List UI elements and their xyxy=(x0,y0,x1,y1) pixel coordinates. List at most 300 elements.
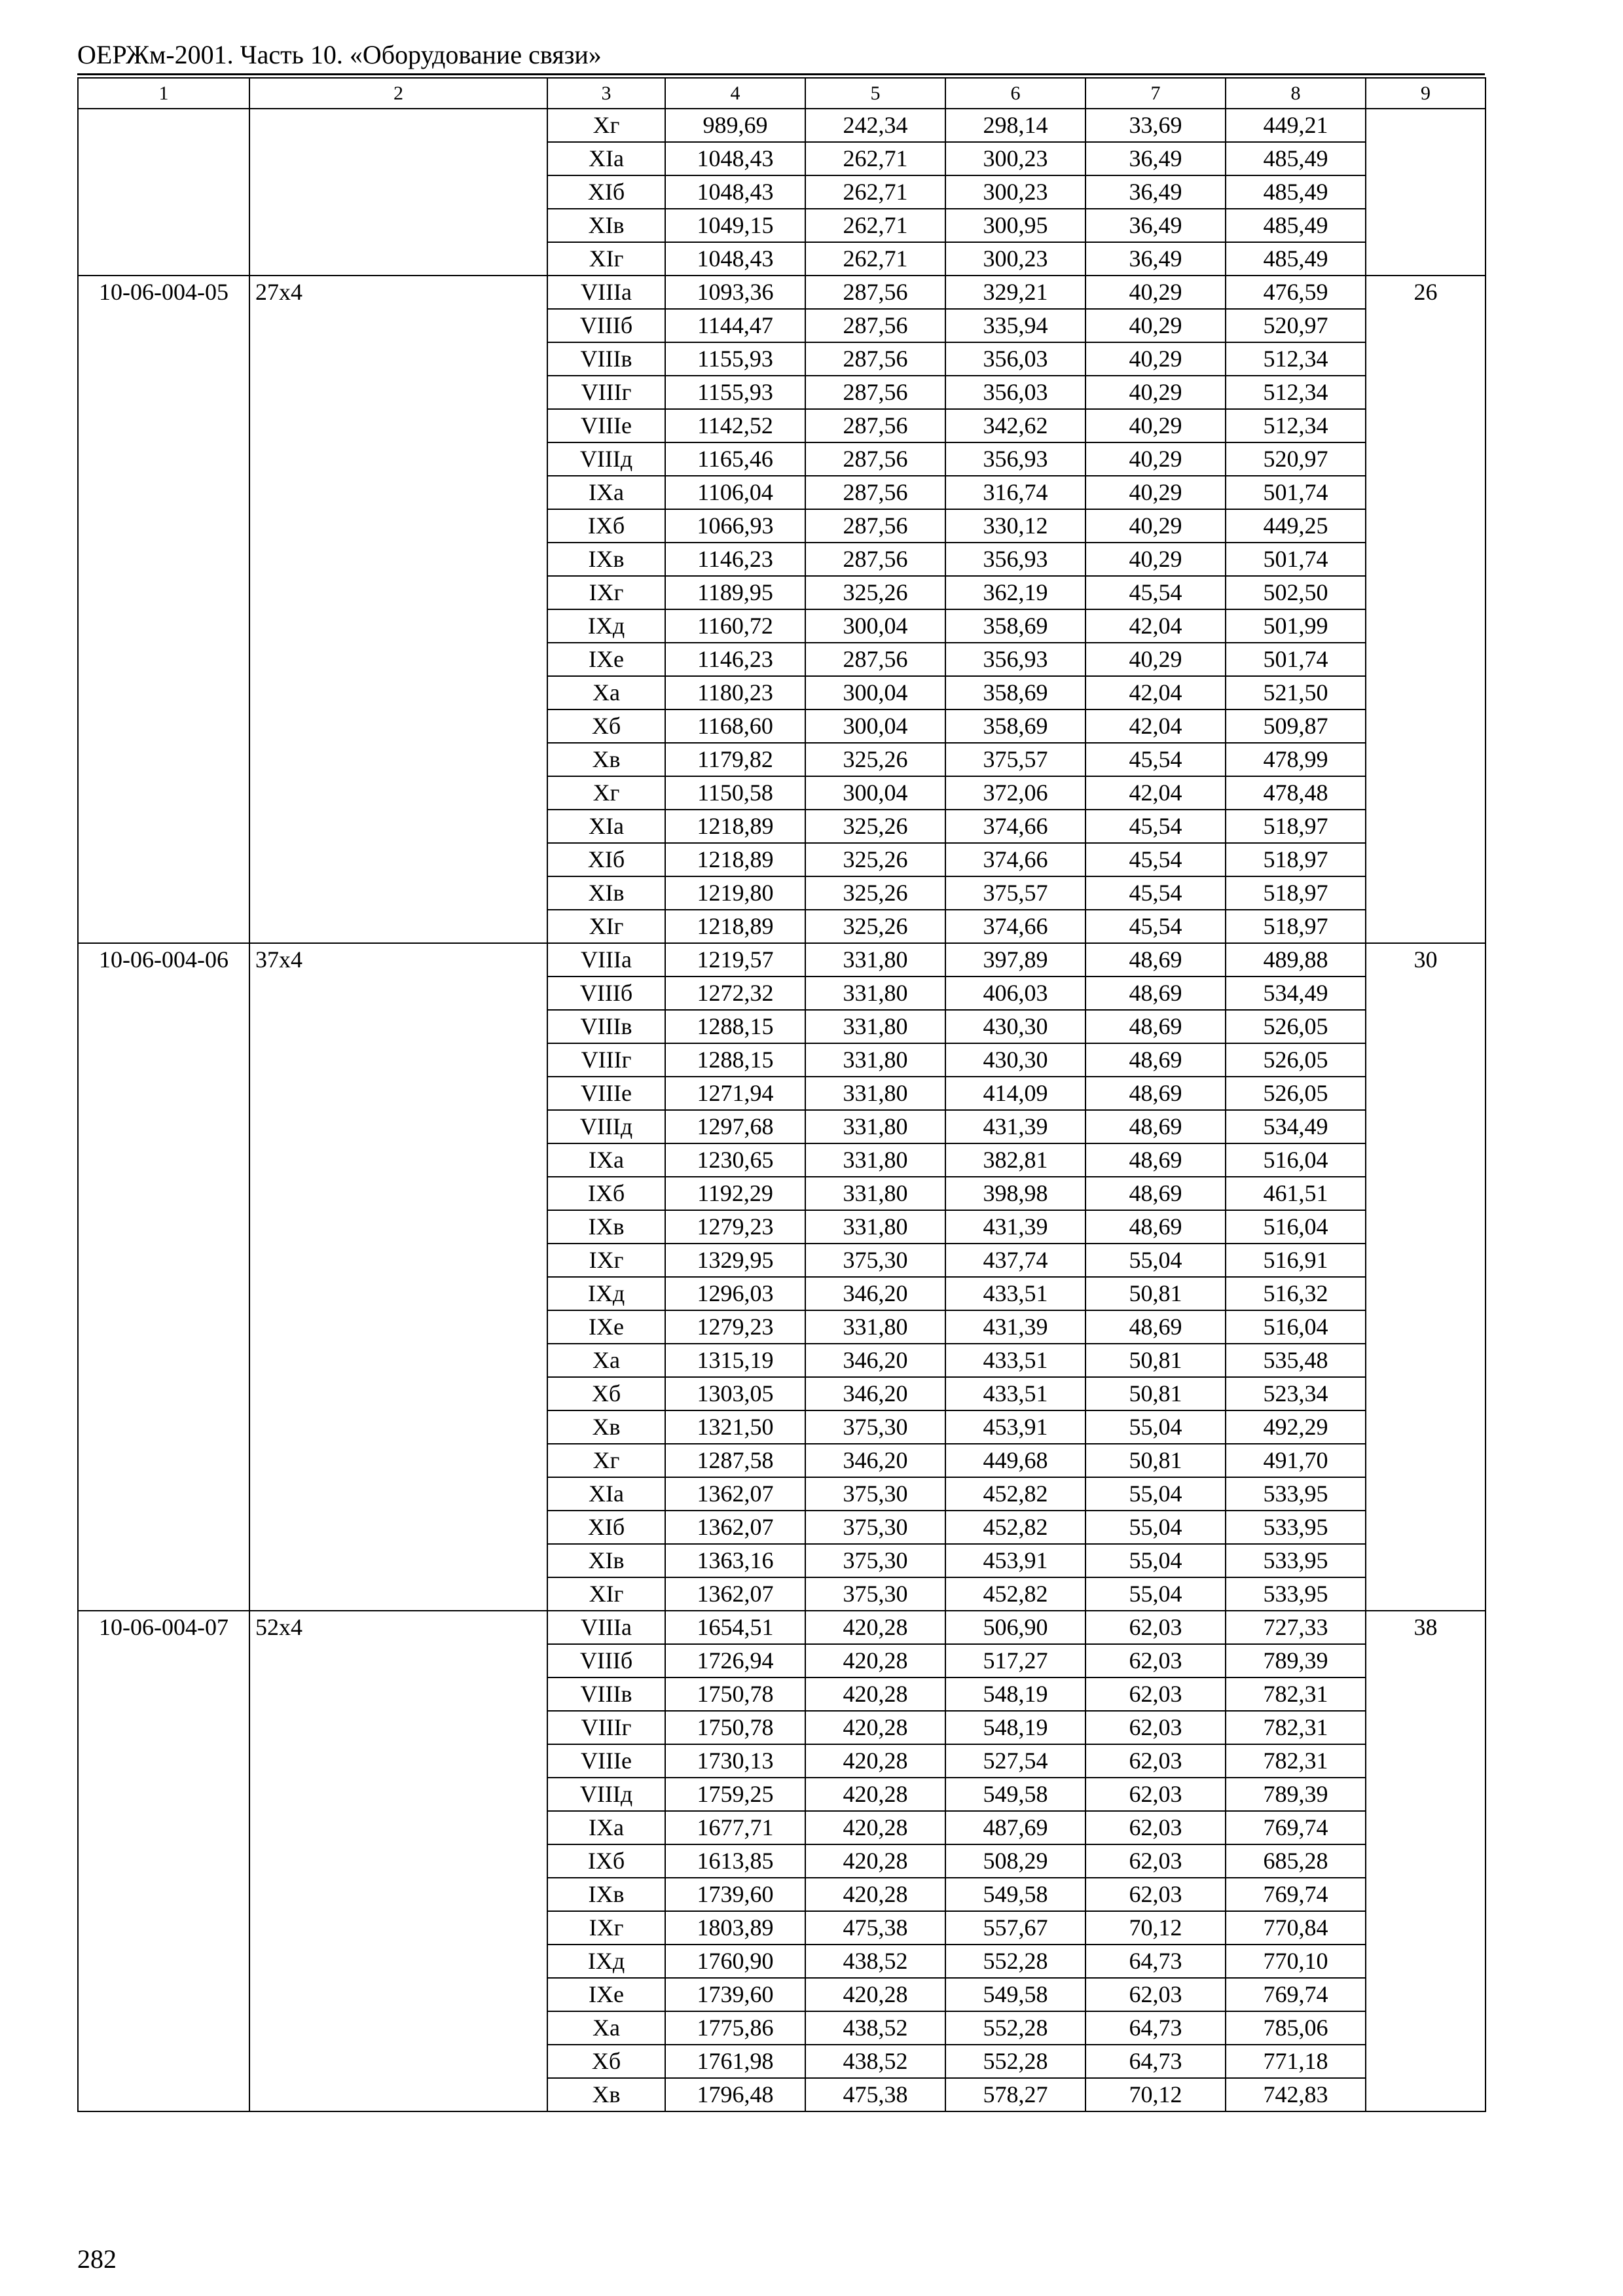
value-cell: 287,56 xyxy=(805,409,945,442)
running-header: ОЕРЖм-2001. Часть 10. «Оборудование связи» xyxy=(77,40,602,69)
value-cell: 420,28 xyxy=(805,1844,945,1878)
region-cell: VIIIг xyxy=(547,1043,665,1077)
value-cell: 316,74 xyxy=(945,476,1085,509)
value-cell: 520,97 xyxy=(1226,309,1366,342)
value-cell: 45,54 xyxy=(1085,910,1226,943)
region-cell: VIIIв xyxy=(547,342,665,376)
value-cell: 461,51 xyxy=(1226,1177,1366,1210)
value-cell: 1796,48 xyxy=(665,2078,805,2111)
value-cell: 1759,25 xyxy=(665,1778,805,1811)
value-cell: 769,74 xyxy=(1226,1811,1366,1844)
value-cell: 242,34 xyxy=(805,109,945,142)
value-cell: 262,71 xyxy=(805,175,945,209)
value-cell: 262,71 xyxy=(805,209,945,242)
column-9-cell: 30 xyxy=(1366,943,1486,1611)
value-cell: 548,19 xyxy=(945,1711,1085,1744)
rate-code-cell xyxy=(78,109,249,276)
value-cell: 331,80 xyxy=(805,1177,945,1210)
region-cell: XIа xyxy=(547,1477,665,1511)
region-cell: XIб xyxy=(547,175,665,209)
value-cell: 358,69 xyxy=(945,609,1085,643)
region-cell: XIв xyxy=(547,1544,665,1577)
value-cell: 1146,23 xyxy=(665,643,805,676)
value-cell: 501,74 xyxy=(1226,643,1366,676)
cable-spec-cell: 27x4 xyxy=(249,276,547,943)
value-cell: 375,30 xyxy=(805,1511,945,1544)
value-cell: 48,69 xyxy=(1085,1310,1226,1344)
value-cell: 782,31 xyxy=(1226,1744,1366,1778)
value-cell: 452,82 xyxy=(945,1477,1085,1511)
value-cell: 62,03 xyxy=(1085,1644,1226,1677)
region-cell: IXе xyxy=(547,1310,665,1344)
value-cell: 534,49 xyxy=(1226,1110,1366,1143)
value-cell: 1726,94 xyxy=(665,1644,805,1677)
value-cell: 45,54 xyxy=(1085,876,1226,910)
value-cell: 62,03 xyxy=(1085,1711,1226,1744)
value-cell: 48,69 xyxy=(1085,1177,1226,1210)
value-cell: 1287,58 xyxy=(665,1444,805,1477)
value-cell: 331,80 xyxy=(805,1077,945,1110)
column-number: 5 xyxy=(805,78,945,109)
value-cell: 287,56 xyxy=(805,276,945,309)
value-cell: 1219,57 xyxy=(665,943,805,977)
value-cell: 287,56 xyxy=(805,442,945,476)
value-cell: 521,50 xyxy=(1226,676,1366,709)
value-cell: 1362,07 xyxy=(665,1477,805,1511)
value-cell: 1803,89 xyxy=(665,1911,805,1945)
value-cell: 533,95 xyxy=(1226,1577,1366,1611)
value-cell: 501,74 xyxy=(1226,476,1366,509)
value-cell: 1230,65 xyxy=(665,1143,805,1177)
region-cell: XIг xyxy=(547,242,665,276)
value-cell: 62,03 xyxy=(1085,1978,1226,2011)
value-cell: 1775,86 xyxy=(665,2011,805,2045)
value-cell: 789,39 xyxy=(1226,1778,1366,1811)
column-number: 6 xyxy=(945,78,1085,109)
value-cell: 1150,58 xyxy=(665,776,805,810)
value-cell: 420,28 xyxy=(805,1744,945,1778)
value-cell: 512,34 xyxy=(1226,376,1366,409)
cable-spec-cell: 52x4 xyxy=(249,1611,547,2111)
value-cell: 1315,19 xyxy=(665,1344,805,1377)
value-cell: 40,29 xyxy=(1085,543,1226,576)
region-cell: VIIIе xyxy=(547,1744,665,1778)
value-cell: 1654,51 xyxy=(665,1611,805,1644)
value-cell: 1106,04 xyxy=(665,476,805,509)
rate-code-cell: 10-06-004-05 xyxy=(78,276,249,943)
value-cell: 331,80 xyxy=(805,1043,945,1077)
value-cell: 414,09 xyxy=(945,1077,1085,1110)
value-cell: 769,74 xyxy=(1226,1878,1366,1911)
value-cell: 533,95 xyxy=(1226,1477,1366,1511)
value-cell: 36,49 xyxy=(1085,175,1226,209)
value-cell: 358,69 xyxy=(945,709,1085,743)
value-cell: 325,26 xyxy=(805,810,945,843)
table-row xyxy=(78,943,1486,977)
value-cell: 420,28 xyxy=(805,1778,945,1811)
region-cell: VIIIд xyxy=(547,1110,665,1143)
value-cell: 287,56 xyxy=(805,476,945,509)
value-cell: 1297,68 xyxy=(665,1110,805,1143)
value-cell: 287,56 xyxy=(805,376,945,409)
region-cell: VIIIв xyxy=(547,1677,665,1711)
value-cell: 45,54 xyxy=(1085,810,1226,843)
value-cell: 533,95 xyxy=(1226,1544,1366,1577)
value-cell: 48,69 xyxy=(1085,1043,1226,1077)
value-cell: 431,39 xyxy=(945,1310,1085,1344)
value-cell: 356,93 xyxy=(945,543,1085,576)
value-cell: 375,30 xyxy=(805,1244,945,1277)
value-cell: 771,18 xyxy=(1226,2045,1366,2078)
value-cell: 512,34 xyxy=(1226,342,1366,376)
region-cell: XIг xyxy=(547,910,665,943)
value-cell: 329,21 xyxy=(945,276,1085,309)
value-cell: 1155,93 xyxy=(665,376,805,409)
value-cell: 62,03 xyxy=(1085,1878,1226,1911)
region-cell: VIIIа xyxy=(547,1611,665,1644)
value-cell: 449,21 xyxy=(1226,109,1366,142)
value-cell: 382,81 xyxy=(945,1143,1085,1177)
value-cell: 64,73 xyxy=(1085,2045,1226,2078)
value-cell: 1165,46 xyxy=(665,442,805,476)
column-number: 7 xyxy=(1085,78,1226,109)
region-cell: XIа xyxy=(547,142,665,175)
value-cell: 287,56 xyxy=(805,543,945,576)
value-cell: 475,38 xyxy=(805,2078,945,2111)
value-cell: 375,57 xyxy=(945,743,1085,776)
table-row xyxy=(78,109,1486,142)
value-cell: 1219,80 xyxy=(665,876,805,910)
value-cell: 1760,90 xyxy=(665,1945,805,1978)
column-number-row xyxy=(78,78,1486,109)
value-cell: 518,97 xyxy=(1226,876,1366,910)
value-cell: 55,04 xyxy=(1085,1477,1226,1511)
column-number: 2 xyxy=(249,78,547,109)
value-cell: 62,03 xyxy=(1085,1844,1226,1878)
value-cell: 1296,03 xyxy=(665,1277,805,1310)
value-cell: 769,74 xyxy=(1226,1978,1366,2011)
value-cell: 501,74 xyxy=(1226,543,1366,576)
value-cell: 506,90 xyxy=(945,1611,1085,1644)
region-cell: IXв xyxy=(547,1878,665,1911)
value-cell: 1146,23 xyxy=(665,543,805,576)
value-cell: 433,51 xyxy=(945,1277,1085,1310)
value-cell: 262,71 xyxy=(805,242,945,276)
value-cell: 300,04 xyxy=(805,609,945,643)
value-cell: 42,04 xyxy=(1085,709,1226,743)
value-cell: 325,26 xyxy=(805,876,945,910)
region-cell: Xв xyxy=(547,2078,665,2111)
table-row xyxy=(78,276,1486,309)
value-cell: 40,29 xyxy=(1085,409,1226,442)
region-cell: VIIIе xyxy=(547,409,665,442)
region-cell: Xа xyxy=(547,2011,665,2045)
value-cell: 1218,89 xyxy=(665,843,805,876)
region-cell: IXд xyxy=(547,1945,665,1978)
value-cell: 578,27 xyxy=(945,2078,1085,2111)
rate-code-cell: 10-06-004-07 xyxy=(78,1611,249,2111)
value-cell: 438,52 xyxy=(805,2045,945,2078)
region-cell: VIIIа xyxy=(547,276,665,309)
value-cell: 374,66 xyxy=(945,843,1085,876)
value-cell: 356,03 xyxy=(945,342,1085,376)
value-cell: 526,05 xyxy=(1226,1077,1366,1110)
value-cell: 1048,43 xyxy=(665,242,805,276)
value-cell: 516,04 xyxy=(1226,1210,1366,1244)
value-cell: 508,29 xyxy=(945,1844,1085,1878)
region-cell: IXб xyxy=(547,1177,665,1210)
price-table xyxy=(77,77,1486,2112)
value-cell: 449,25 xyxy=(1226,509,1366,543)
value-cell: 552,28 xyxy=(945,1945,1085,1978)
value-cell: 476,59 xyxy=(1226,276,1366,309)
value-cell: 452,82 xyxy=(945,1577,1085,1611)
value-cell: 1739,60 xyxy=(665,1978,805,2011)
value-cell: 501,99 xyxy=(1226,609,1366,643)
value-cell: 485,49 xyxy=(1226,175,1366,209)
value-cell: 526,05 xyxy=(1226,1043,1366,1077)
value-cell: 1271,94 xyxy=(665,1077,805,1110)
value-cell: 55,04 xyxy=(1085,1577,1226,1611)
value-cell: 36,49 xyxy=(1085,142,1226,175)
value-cell: 430,30 xyxy=(945,1043,1085,1077)
value-cell: 325,26 xyxy=(805,743,945,776)
value-cell: 62,03 xyxy=(1085,1744,1226,1778)
value-cell: 1279,23 xyxy=(665,1210,805,1244)
value-cell: 374,66 xyxy=(945,810,1085,843)
value-cell: 478,48 xyxy=(1226,776,1366,810)
region-cell: Xв xyxy=(547,743,665,776)
value-cell: 437,74 xyxy=(945,1244,1085,1277)
value-cell: 40,29 xyxy=(1085,309,1226,342)
region-cell: Xв xyxy=(547,1410,665,1444)
value-cell: 50,81 xyxy=(1085,1344,1226,1377)
value-cell: 42,04 xyxy=(1085,776,1226,810)
value-cell: 287,56 xyxy=(805,309,945,342)
value-cell: 55,04 xyxy=(1085,1511,1226,1544)
value-cell: 420,28 xyxy=(805,1611,945,1644)
value-cell: 300,04 xyxy=(805,709,945,743)
column-9-cell xyxy=(1366,109,1486,276)
value-cell: 356,03 xyxy=(945,376,1085,409)
value-cell: 346,20 xyxy=(805,1377,945,1410)
value-cell: 375,30 xyxy=(805,1577,945,1611)
region-cell: Xг xyxy=(547,776,665,810)
value-cell: 989,69 xyxy=(665,109,805,142)
value-cell: 331,80 xyxy=(805,977,945,1010)
region-cell: VIIIе xyxy=(547,1077,665,1110)
value-cell: 48,69 xyxy=(1085,1143,1226,1177)
value-cell: 50,81 xyxy=(1085,1277,1226,1310)
value-cell: 40,29 xyxy=(1085,509,1226,543)
value-cell: 64,73 xyxy=(1085,2011,1226,2045)
value-cell: 430,30 xyxy=(945,1010,1085,1043)
value-cell: 502,50 xyxy=(1226,576,1366,609)
column-number: 4 xyxy=(665,78,805,109)
value-cell: 300,04 xyxy=(805,776,945,810)
column-number: 3 xyxy=(547,78,665,109)
value-cell: 325,26 xyxy=(805,576,945,609)
value-cell: 406,03 xyxy=(945,977,1085,1010)
region-cell: Xа xyxy=(547,676,665,709)
region-cell: Xб xyxy=(547,2045,665,2078)
region-cell: VIIIб xyxy=(547,1644,665,1677)
value-cell: 526,05 xyxy=(1226,1010,1366,1043)
value-cell: 549,58 xyxy=(945,1878,1085,1911)
value-cell: 375,30 xyxy=(805,1410,945,1444)
value-cell: 1761,98 xyxy=(665,2045,805,2078)
value-cell: 518,97 xyxy=(1226,810,1366,843)
region-cell: Xг xyxy=(547,109,665,142)
value-cell: 375,30 xyxy=(805,1544,945,1577)
value-cell: 48,69 xyxy=(1085,1077,1226,1110)
value-cell: 36,49 xyxy=(1085,242,1226,276)
value-cell: 420,28 xyxy=(805,1878,945,1911)
value-cell: 356,93 xyxy=(945,442,1085,476)
table-body xyxy=(78,78,1486,2111)
region-cell: VIIIг xyxy=(547,376,665,409)
value-cell: 1677,71 xyxy=(665,1811,805,1844)
value-cell: 40,29 xyxy=(1085,643,1226,676)
value-cell: 782,31 xyxy=(1226,1711,1366,1744)
value-cell: 40,29 xyxy=(1085,442,1226,476)
value-cell: 1168,60 xyxy=(665,709,805,743)
value-cell: 325,26 xyxy=(805,843,945,876)
region-cell: IXб xyxy=(547,1844,665,1878)
value-cell: 478,99 xyxy=(1226,743,1366,776)
value-cell: 55,04 xyxy=(1085,1544,1226,1577)
value-cell: 517,27 xyxy=(945,1644,1085,1677)
value-cell: 300,23 xyxy=(945,142,1085,175)
value-cell: 1160,72 xyxy=(665,609,805,643)
value-cell: 45,54 xyxy=(1085,843,1226,876)
value-cell: 492,29 xyxy=(1226,1410,1366,1444)
page-number: 282 xyxy=(77,2244,117,2274)
value-cell: 789,39 xyxy=(1226,1644,1366,1677)
value-cell: 782,31 xyxy=(1226,1677,1366,1711)
value-cell: 1329,95 xyxy=(665,1244,805,1277)
region-cell: IXг xyxy=(547,576,665,609)
region-cell: XIг xyxy=(547,1577,665,1611)
value-cell: 287,56 xyxy=(805,509,945,543)
value-cell: 1730,13 xyxy=(665,1744,805,1778)
value-cell: 552,28 xyxy=(945,2045,1085,2078)
region-cell: IXа xyxy=(547,476,665,509)
value-cell: 485,49 xyxy=(1226,142,1366,175)
value-cell: 770,10 xyxy=(1226,1945,1366,1978)
value-cell: 1362,07 xyxy=(665,1577,805,1611)
value-cell: 452,82 xyxy=(945,1511,1085,1544)
value-cell: 685,28 xyxy=(1226,1844,1366,1878)
cable-spec-cell: 37x4 xyxy=(249,943,547,1611)
value-cell: 520,97 xyxy=(1226,442,1366,476)
value-cell: 1218,89 xyxy=(665,810,805,843)
value-cell: 300,23 xyxy=(945,242,1085,276)
column-9-cell: 38 xyxy=(1366,1611,1486,2111)
value-cell: 342,62 xyxy=(945,409,1085,442)
value-cell: 330,12 xyxy=(945,509,1085,543)
value-cell: 346,20 xyxy=(805,1444,945,1477)
value-cell: 62,03 xyxy=(1085,1611,1226,1644)
region-cell: Xа xyxy=(547,1344,665,1377)
region-cell: IXг xyxy=(547,1911,665,1945)
value-cell: 475,38 xyxy=(805,1911,945,1945)
region-cell: Xб xyxy=(547,1377,665,1410)
column-number: 8 xyxy=(1226,78,1366,109)
value-cell: 1279,23 xyxy=(665,1310,805,1344)
value-cell: 398,98 xyxy=(945,1177,1085,1210)
value-cell: 372,06 xyxy=(945,776,1085,810)
value-cell: 331,80 xyxy=(805,1310,945,1344)
value-cell: 516,04 xyxy=(1226,1143,1366,1177)
value-cell: 527,54 xyxy=(945,1744,1085,1778)
header-rule xyxy=(77,73,1485,75)
value-cell: 55,04 xyxy=(1085,1244,1226,1277)
value-cell: 727,33 xyxy=(1226,1611,1366,1644)
region-cell: IXв xyxy=(547,1210,665,1244)
region-cell: XIв xyxy=(547,209,665,242)
value-cell: 1362,07 xyxy=(665,1511,805,1544)
value-cell: 552,28 xyxy=(945,2011,1085,2045)
value-cell: 1363,16 xyxy=(665,1544,805,1577)
value-cell: 1180,23 xyxy=(665,676,805,709)
value-cell: 420,28 xyxy=(805,1711,945,1744)
value-cell: 1048,43 xyxy=(665,175,805,209)
value-cell: 40,29 xyxy=(1085,276,1226,309)
value-cell: 1272,32 xyxy=(665,977,805,1010)
region-cell: IXе xyxy=(547,1978,665,2011)
region-cell: IXв xyxy=(547,543,665,576)
value-cell: 48,69 xyxy=(1085,1110,1226,1143)
value-cell: 40,29 xyxy=(1085,342,1226,376)
value-cell: 62,03 xyxy=(1085,1811,1226,1844)
value-cell: 431,39 xyxy=(945,1110,1085,1143)
region-cell: Xг xyxy=(547,1444,665,1477)
value-cell: 62,03 xyxy=(1085,1677,1226,1711)
value-cell: 62,03 xyxy=(1085,1778,1226,1811)
value-cell: 433,51 xyxy=(945,1344,1085,1377)
value-cell: 742,83 xyxy=(1226,2078,1366,2111)
value-cell: 485,49 xyxy=(1226,209,1366,242)
column-9-cell: 26 xyxy=(1366,276,1486,943)
region-cell: IXд xyxy=(547,1277,665,1310)
value-cell: 346,20 xyxy=(805,1277,945,1310)
value-cell: 40,29 xyxy=(1085,476,1226,509)
region-cell: XIв xyxy=(547,876,665,910)
value-cell: 331,80 xyxy=(805,1110,945,1143)
value-cell: 1303,05 xyxy=(665,1377,805,1410)
value-cell: 397,89 xyxy=(945,943,1085,977)
value-cell: 1613,85 xyxy=(665,1844,805,1878)
value-cell: 1288,15 xyxy=(665,1010,805,1043)
value-cell: 1189,95 xyxy=(665,576,805,609)
region-cell: VIIIб xyxy=(547,309,665,342)
region-cell: VIIIв xyxy=(547,1010,665,1043)
value-cell: 300,23 xyxy=(945,175,1085,209)
value-cell: 374,66 xyxy=(945,910,1085,943)
value-cell: 549,58 xyxy=(945,1978,1085,2011)
value-cell: 512,34 xyxy=(1226,409,1366,442)
value-cell: 42,04 xyxy=(1085,676,1226,709)
value-cell: 1192,29 xyxy=(665,1177,805,1210)
value-cell: 1179,82 xyxy=(665,743,805,776)
value-cell: 45,54 xyxy=(1085,743,1226,776)
value-cell: 1144,47 xyxy=(665,309,805,342)
region-cell: IXб xyxy=(547,509,665,543)
value-cell: 516,04 xyxy=(1226,1310,1366,1344)
value-cell: 55,04 xyxy=(1085,1410,1226,1444)
value-cell: 1288,15 xyxy=(665,1043,805,1077)
